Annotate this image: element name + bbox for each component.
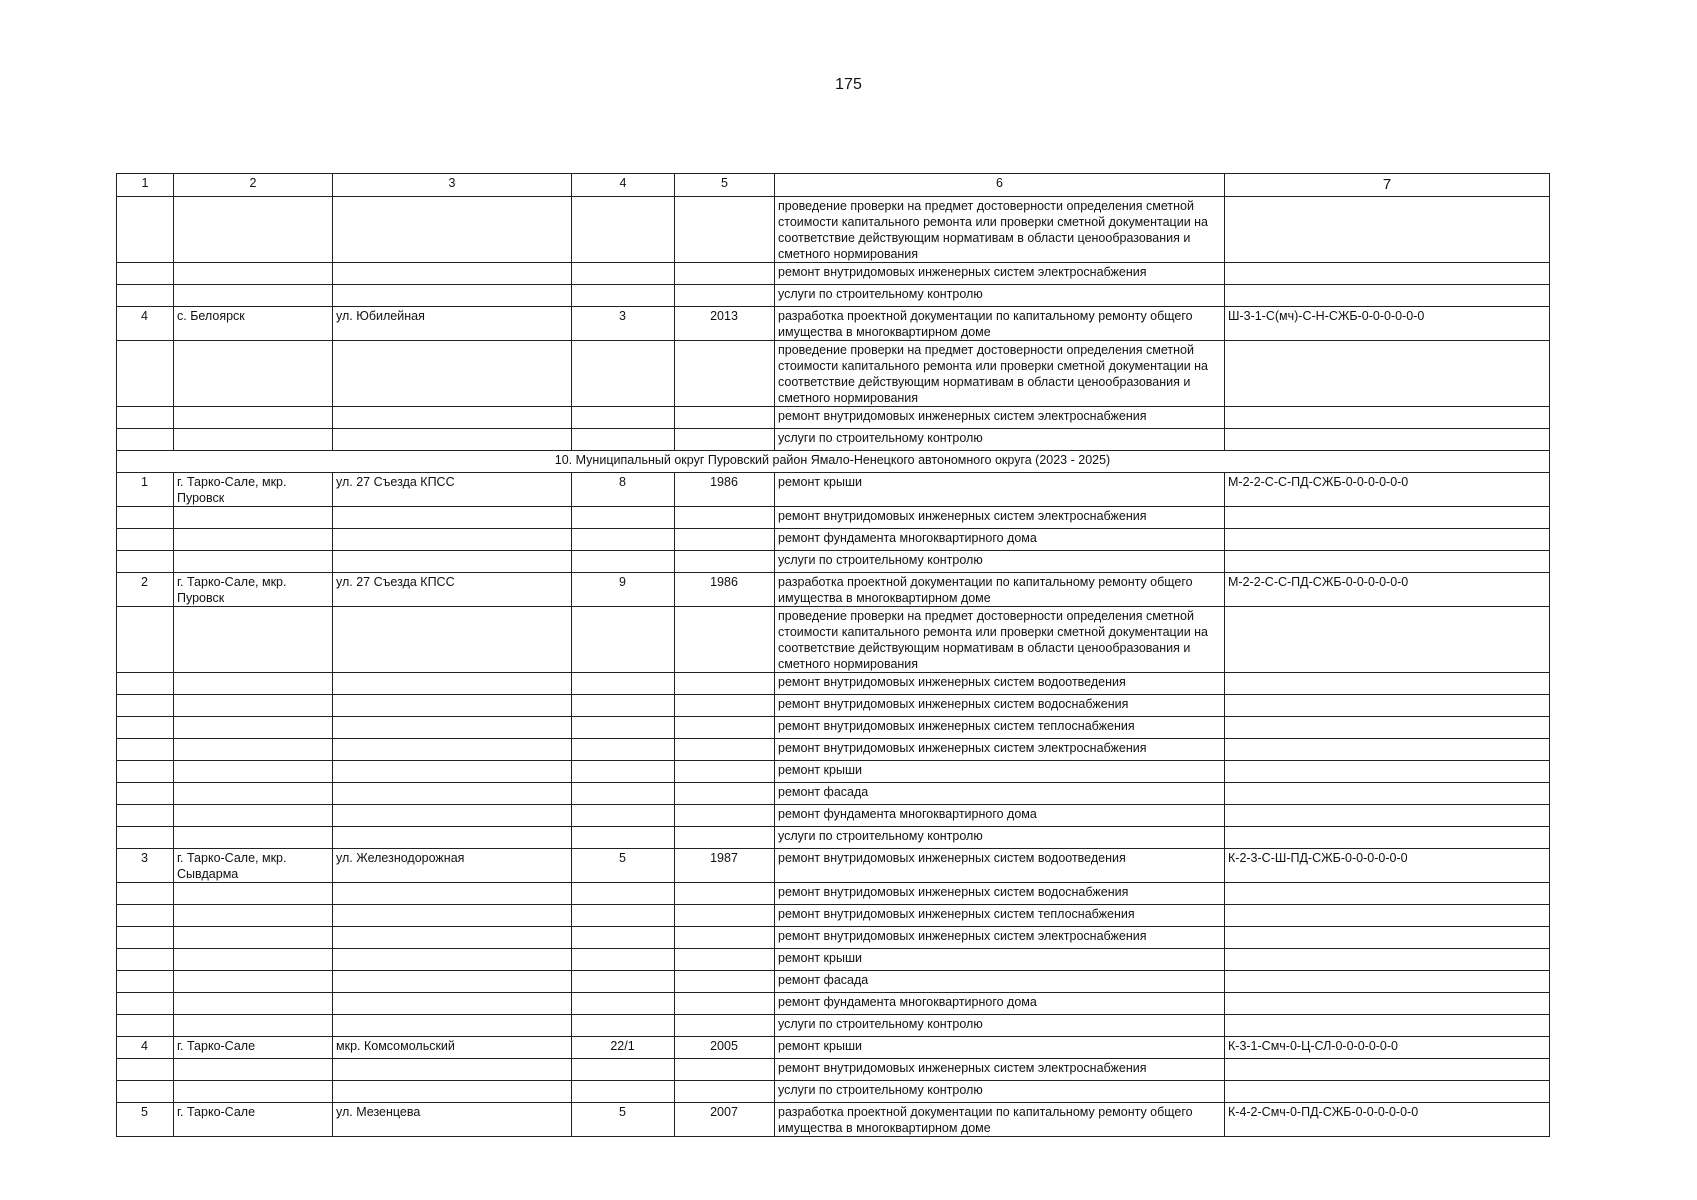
locality-cell: [174, 993, 333, 1015]
house-number-cell: [572, 827, 675, 849]
code-cell: [1225, 263, 1550, 285]
work-type-cell: ремонт фундамента многоквартирного дома: [775, 805, 1225, 827]
locality-cell: [174, 1081, 333, 1103]
street-cell: мкр. Комсомольский: [333, 1037, 572, 1059]
year-cell: [675, 263, 775, 285]
capital-repair-table: [116, 173, 1550, 1137]
code-cell: [1225, 783, 1550, 805]
row-number-cell: [117, 407, 174, 429]
code-cell: [1225, 551, 1550, 573]
column-header: 1: [117, 174, 174, 197]
house-number-cell: [572, 607, 675, 673]
street-cell: [333, 341, 572, 407]
code-cell: М-2-2-С-С-ПД-СЖБ-0-0-0-0-0-0: [1225, 573, 1550, 607]
work-type-cell: услуги по строительному контролю: [775, 285, 1225, 307]
work-type-cell: ремонт крыши: [775, 949, 1225, 971]
column-header: 5: [675, 174, 775, 197]
table-row: [117, 927, 1550, 949]
house-number-cell: [572, 949, 675, 971]
house-number-cell: [572, 429, 675, 451]
year-cell: [675, 927, 775, 949]
code-cell: [1225, 695, 1550, 717]
work-type-cell: проведение проверки на предмет достоверности определения сметной стоимости капитального ремонта или проверки сметной документации на соответствие действующим нормативам в области ценообразования и сметного нормирования: [775, 607, 1225, 673]
year-cell: [675, 1081, 775, 1103]
street-cell: ул. Железнодорожная: [333, 849, 572, 883]
work-type-cell: ремонт фасада: [775, 783, 1225, 805]
house-number-cell: [572, 529, 675, 551]
locality-cell: г. Тарко-Сале, мкр. Пуровск: [174, 573, 333, 607]
table-row: [117, 905, 1550, 927]
year-cell: [675, 993, 775, 1015]
table-row: [117, 263, 1550, 285]
row-number-cell: [117, 927, 174, 949]
street-cell: [333, 905, 572, 927]
year-cell: [675, 949, 775, 971]
row-number-cell: 4: [117, 307, 174, 341]
street-cell: [333, 429, 572, 451]
work-type-cell: ремонт внутридомовых инженерных систем водоснабжения: [775, 883, 1225, 905]
locality-cell: [174, 197, 333, 263]
house-number-cell: [572, 717, 675, 739]
house-number-cell: 5: [572, 1103, 675, 1137]
table-row: [117, 673, 1550, 695]
locality-cell: [174, 949, 333, 971]
street-cell: [333, 971, 572, 993]
house-number-cell: [572, 993, 675, 1015]
year-cell: 1986: [675, 473, 775, 507]
column-header: 3: [333, 174, 572, 197]
work-type-cell: ремонт внутридомовых инженерных систем электроснабжения: [775, 1059, 1225, 1081]
table-row: [117, 827, 1550, 849]
column-header: 4: [572, 174, 675, 197]
table-row: [117, 551, 1550, 573]
street-cell: ул. Юбилейная: [333, 307, 572, 341]
locality-cell: [174, 883, 333, 905]
year-cell: [675, 883, 775, 905]
code-cell: М-2-2-С-С-ПД-СЖБ-0-0-0-0-0-0: [1225, 473, 1550, 507]
year-cell: [675, 805, 775, 827]
row-number-cell: [117, 717, 174, 739]
table-row: [117, 1059, 1550, 1081]
table-row: [117, 529, 1550, 551]
work-type-cell: услуги по строительному контролю: [775, 551, 1225, 573]
locality-cell: [174, 783, 333, 805]
code-cell: [1225, 805, 1550, 827]
house-number-cell: [572, 285, 675, 307]
table-row: [117, 341, 1550, 407]
street-cell: [333, 717, 572, 739]
locality-cell: г. Тарко-Сале, мкр. Пуровск: [174, 473, 333, 507]
code-cell: К-2-3-С-Ш-ПД-СЖБ-0-0-0-0-0-0: [1225, 849, 1550, 883]
table-row: [117, 473, 1550, 507]
street-cell: [333, 993, 572, 1015]
code-cell: [1225, 407, 1550, 429]
row-number-cell: [117, 1059, 174, 1081]
house-number-cell: [572, 1015, 675, 1037]
row-number-cell: [117, 551, 174, 573]
column-header: 6: [775, 174, 1225, 197]
house-number-cell: [572, 805, 675, 827]
table-row: [117, 949, 1550, 971]
year-cell: [675, 1059, 775, 1081]
row-number-cell: 4: [117, 1037, 174, 1059]
locality-cell: [174, 739, 333, 761]
row-number-cell: 1: [117, 473, 174, 507]
code-cell: [1225, 607, 1550, 673]
street-cell: [333, 805, 572, 827]
year-cell: [675, 673, 775, 695]
row-number-cell: 2: [117, 573, 174, 607]
house-number-cell: [572, 883, 675, 905]
work-type-cell: услуги по строительному контролю: [775, 1081, 1225, 1103]
street-cell: [333, 263, 572, 285]
row-number-cell: [117, 971, 174, 993]
street-cell: [333, 673, 572, 695]
year-cell: [675, 285, 775, 307]
table-row: [117, 407, 1550, 429]
house-number-cell: [572, 1059, 675, 1081]
house-number-cell: [572, 507, 675, 529]
locality-cell: г. Тарко-Сале, мкр. Сывдарма: [174, 849, 333, 883]
house-number-cell: [572, 783, 675, 805]
street-cell: [333, 1059, 572, 1081]
table-row: [117, 285, 1550, 307]
row-number-cell: [117, 949, 174, 971]
table-row: [117, 971, 1550, 993]
year-cell: [675, 717, 775, 739]
table-row: [117, 805, 1550, 827]
locality-cell: [174, 1015, 333, 1037]
table-row: [117, 1037, 1550, 1059]
work-type-cell: услуги по строительному контролю: [775, 429, 1225, 451]
street-cell: [333, 1081, 572, 1103]
work-type-cell: ремонт фасада: [775, 971, 1225, 993]
locality-cell: [174, 717, 333, 739]
year-cell: [675, 407, 775, 429]
row-number-cell: [117, 1015, 174, 1037]
code-cell: [1225, 1081, 1550, 1103]
locality-cell: [174, 1059, 333, 1081]
work-type-cell: ремонт внутридомовых инженерных систем электроснабжения: [775, 263, 1225, 285]
table-row: [117, 993, 1550, 1015]
street-cell: ул. 27 Съезда КПСС: [333, 473, 572, 507]
column-header: 2: [174, 174, 333, 197]
work-type-cell: ремонт крыши: [775, 761, 1225, 783]
street-cell: [333, 827, 572, 849]
street-cell: [333, 607, 572, 673]
code-cell: [1225, 927, 1550, 949]
year-cell: 2013: [675, 307, 775, 341]
work-type-cell: проведение проверки на предмет достоверности определения сметной стоимости капитального ремонта или проверки сметной документации на соответствие действующим нормативам в области ценообразования и сметного нормирования: [775, 341, 1225, 407]
work-type-cell: ремонт внутридомовых инженерных систем теплоснабжения: [775, 905, 1225, 927]
work-type-cell: ремонт внутридомовых инженерных систем электроснабжения: [775, 739, 1225, 761]
year-cell: [675, 551, 775, 573]
house-number-cell: 5: [572, 849, 675, 883]
section-title: 10. Муниципальный округ Пуровский район Ямало-Ненецкого автономного округа (2023 - 2025): [117, 451, 1550, 473]
year-cell: [675, 761, 775, 783]
code-cell: [1225, 1015, 1550, 1037]
row-number-cell: 3: [117, 849, 174, 883]
table-row: [117, 607, 1550, 673]
table-row: [117, 695, 1550, 717]
year-cell: [675, 529, 775, 551]
table-row: [117, 849, 1550, 883]
code-cell: [1225, 949, 1550, 971]
street-cell: [333, 739, 572, 761]
house-number-cell: 3: [572, 307, 675, 341]
locality-cell: [174, 761, 333, 783]
house-number-cell: [572, 341, 675, 407]
year-cell: [675, 905, 775, 927]
house-number-cell: [572, 927, 675, 949]
row-number-cell: [117, 263, 174, 285]
locality-cell: [174, 695, 333, 717]
code-cell: [1225, 883, 1550, 905]
work-type-cell: ремонт внутридомовых инженерных систем водоотведения: [775, 673, 1225, 695]
table-row: [117, 761, 1550, 783]
row-number-cell: [117, 805, 174, 827]
code-cell: [1225, 1059, 1550, 1081]
code-cell: [1225, 285, 1550, 307]
work-type-cell: ремонт крыши: [775, 473, 1225, 507]
street-cell: [333, 695, 572, 717]
code-cell: Ш-3-1-С(мч)-С-Н-СЖБ-0-0-0-0-0-0: [1225, 307, 1550, 341]
row-number-cell: [117, 905, 174, 927]
locality-cell: г. Тарко-Сале: [174, 1103, 333, 1137]
work-type-cell: ремонт фундамента многоквартирного дома: [775, 993, 1225, 1015]
house-number-cell: [572, 551, 675, 573]
row-number-cell: [117, 197, 174, 263]
row-number-cell: [117, 883, 174, 905]
street-cell: [333, 761, 572, 783]
street-cell: [333, 883, 572, 905]
house-number-cell: [572, 761, 675, 783]
house-number-cell: [572, 197, 675, 263]
table-row: [117, 197, 1550, 263]
work-type-cell: ремонт внутридомовых инженерных систем водоотведения: [775, 849, 1225, 883]
row-number-cell: [117, 285, 174, 307]
table-row: [117, 1081, 1550, 1103]
street-cell: [333, 507, 572, 529]
house-number-cell: 22/1: [572, 1037, 675, 1059]
year-cell: [675, 507, 775, 529]
year-cell: 1987: [675, 849, 775, 883]
row-number-cell: [117, 739, 174, 761]
table-row: [117, 307, 1550, 341]
work-type-cell: ремонт внутридомовых инженерных систем электроснабжения: [775, 407, 1225, 429]
column-header: 7: [1225, 174, 1550, 197]
code-cell: [1225, 507, 1550, 529]
table-row: [117, 783, 1550, 805]
row-number-cell: [117, 993, 174, 1015]
code-cell: К-3-1-Смч-0-Ц-СЛ-0-0-0-0-0-0: [1225, 1037, 1550, 1059]
street-cell: ул. Мезенцева: [333, 1103, 572, 1137]
work-type-cell: ремонт внутридомовых инженерных систем теплоснабжения: [775, 717, 1225, 739]
locality-cell: [174, 805, 333, 827]
street-cell: [333, 551, 572, 573]
year-cell: [675, 341, 775, 407]
row-number-cell: [117, 529, 174, 551]
street-cell: [333, 927, 572, 949]
year-cell: [675, 971, 775, 993]
row-number-cell: [117, 783, 174, 805]
house-number-cell: [572, 905, 675, 927]
house-number-cell: [572, 263, 675, 285]
locality-cell: [174, 905, 333, 927]
house-number-cell: [572, 971, 675, 993]
locality-cell: [174, 407, 333, 429]
page-number: 175: [835, 76, 862, 93]
year-cell: [675, 695, 775, 717]
row-number-cell: [117, 695, 174, 717]
street-cell: [333, 949, 572, 971]
table-row: [117, 739, 1550, 761]
work-type-cell: ремонт крыши: [775, 1037, 1225, 1059]
year-cell: 2007: [675, 1103, 775, 1137]
code-cell: [1225, 197, 1550, 263]
street-cell: [333, 197, 572, 263]
locality-cell: [174, 927, 333, 949]
code-cell: [1225, 993, 1550, 1015]
locality-cell: [174, 673, 333, 695]
year-cell: [675, 827, 775, 849]
row-number-cell: 5: [117, 1103, 174, 1137]
year-cell: 2005: [675, 1037, 775, 1059]
table-row: [117, 507, 1550, 529]
house-number-cell: [572, 407, 675, 429]
locality-cell: [174, 429, 333, 451]
year-cell: [675, 783, 775, 805]
work-type-cell: услуги по строительному контролю: [775, 827, 1225, 849]
code-cell: [1225, 905, 1550, 927]
work-type-cell: проведение проверки на предмет достоверности определения сметной стоимости капитального ремонта или проверки сметной документации на соответствие действующим нормативам в области ценообразования и сметного нормирования: [775, 197, 1225, 263]
locality-cell: с. Белоярск: [174, 307, 333, 341]
locality-cell: [174, 607, 333, 673]
row-number-cell: [117, 607, 174, 673]
locality-cell: [174, 285, 333, 307]
house-number-cell: [572, 739, 675, 761]
code-cell: [1225, 827, 1550, 849]
row-number-cell: [117, 341, 174, 407]
table-row: [117, 1015, 1550, 1037]
code-cell: [1225, 739, 1550, 761]
locality-cell: [174, 529, 333, 551]
row-number-cell: [117, 1081, 174, 1103]
work-type-cell: ремонт фундамента многоквартирного дома: [775, 529, 1225, 551]
section-row: [117, 451, 1550, 473]
locality-cell: [174, 341, 333, 407]
locality-cell: [174, 827, 333, 849]
house-number-cell: 9: [572, 573, 675, 607]
row-number-cell: [117, 761, 174, 783]
street-cell: [333, 529, 572, 551]
locality-cell: [174, 971, 333, 993]
house-number-cell: 8: [572, 473, 675, 507]
street-cell: [333, 407, 572, 429]
house-number-cell: [572, 673, 675, 695]
code-cell: К-4-2-Смч-0-ПД-СЖБ-0-0-0-0-0-0: [1225, 1103, 1550, 1137]
header-row: [117, 174, 1550, 197]
year-cell: 1986: [675, 573, 775, 607]
code-cell: [1225, 341, 1550, 407]
year-cell: [675, 429, 775, 451]
year-cell: [675, 197, 775, 263]
table-row: [117, 883, 1550, 905]
code-cell: [1225, 673, 1550, 695]
street-cell: [333, 285, 572, 307]
work-type-cell: разработка проектной документации по капитальному ремонту общего имущества в многоквартирном доме: [775, 1103, 1225, 1137]
year-cell: [675, 607, 775, 673]
code-cell: [1225, 971, 1550, 993]
house-number-cell: [572, 1081, 675, 1103]
code-cell: [1225, 717, 1550, 739]
work-type-cell: ремонт внутридомовых инженерных систем электроснабжения: [775, 507, 1225, 529]
table-row: [117, 429, 1550, 451]
row-number-cell: [117, 507, 174, 529]
work-type-cell: услуги по строительному контролю: [775, 1015, 1225, 1037]
code-cell: [1225, 429, 1550, 451]
street-cell: [333, 783, 572, 805]
row-number-cell: [117, 827, 174, 849]
row-number-cell: [117, 429, 174, 451]
work-type-cell: разработка проектной документации по капитальному ремонту общего имущества в многоквартирном доме: [775, 307, 1225, 341]
year-cell: [675, 739, 775, 761]
table-row: [117, 717, 1550, 739]
locality-cell: [174, 507, 333, 529]
year-cell: [675, 1015, 775, 1037]
table-row: [117, 573, 1550, 607]
locality-cell: [174, 551, 333, 573]
street-cell: [333, 1015, 572, 1037]
house-number-cell: [572, 695, 675, 717]
row-number-cell: [117, 673, 174, 695]
code-cell: [1225, 761, 1550, 783]
work-type-cell: ремонт внутридомовых инженерных систем электроснабжения: [775, 927, 1225, 949]
street-cell: ул. 27 Съезда КПСС: [333, 573, 572, 607]
locality-cell: г. Тарко-Сале: [174, 1037, 333, 1059]
locality-cell: [174, 263, 333, 285]
work-type-cell: ремонт внутридомовых инженерных систем водоснабжения: [775, 695, 1225, 717]
table-row: [117, 1103, 1550, 1137]
code-cell: [1225, 529, 1550, 551]
work-type-cell: разработка проектной документации по капитальному ремонту общего имущества в многоквартирном доме: [775, 573, 1225, 607]
